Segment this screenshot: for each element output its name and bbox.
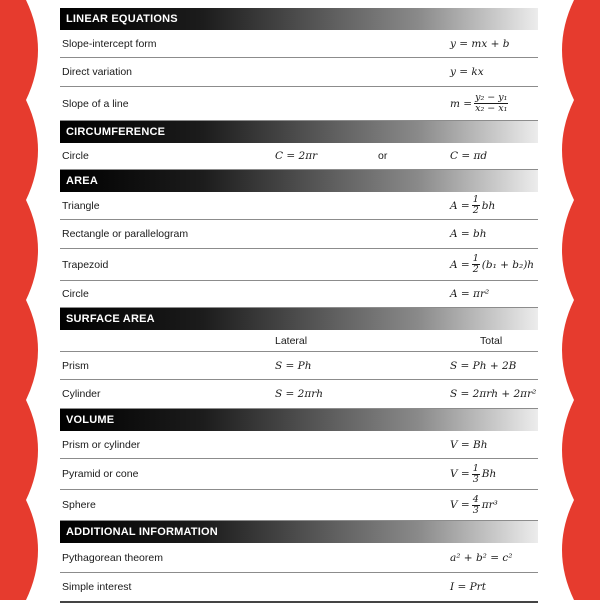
formula [450, 192, 495, 219]
formula-total: S = Ph + 2B [450, 359, 517, 372]
formula: A = πr² [450, 288, 490, 300]
fraction-denominator: 3 [472, 473, 479, 485]
fraction-numerator: 1 [472, 194, 479, 206]
right-scalloped-border [550, 0, 600, 600]
table-row [60, 380, 538, 409]
fraction [474, 93, 508, 114]
row-label: Rectangle or parallelogram [62, 228, 189, 240]
section-header-area: AREA [60, 170, 538, 192]
formula-lhs: V = [450, 499, 470, 511]
row-label: Slope of a line [62, 97, 129, 110]
section-header-additional-information: ADDITIONAL INFORMATION [60, 521, 538, 543]
fraction-denominator: x₂ − x₁ [475, 103, 508, 114]
fraction-denominator: 3 [472, 504, 479, 516]
section-header-linear-equations: LINEAR EQUATIONS [60, 8, 538, 30]
row-label: Prism [62, 359, 89, 372]
row-label: Trapezoid [62, 258, 109, 271]
row-label: Pythagorean theorem [62, 551, 163, 564]
row-label: Prism or cylinder [62, 438, 141, 451]
section-header-surface-area: SURFACE AREA [60, 308, 538, 330]
formula-lhs: A = [450, 199, 470, 212]
fraction-denominator: 2 [472, 205, 479, 216]
table-row [60, 30, 538, 58]
left-scalloped-border [0, 0, 50, 600]
formula-lateral: S = Ph [275, 359, 312, 372]
or-label: or [378, 150, 388, 162]
formula: a² + b² = c² [450, 551, 513, 564]
formula: y = mx + b [450, 37, 510, 50]
formula-sheet [60, 8, 538, 603]
table-row [60, 249, 538, 281]
row-label: Circle [62, 288, 89, 300]
table-row [60, 573, 538, 603]
table-row [60, 58, 538, 87]
formula-rhs: πr³ [481, 499, 498, 511]
fraction-denominator: 2 [472, 264, 479, 275]
formula-lhs: V = [450, 468, 470, 480]
section-header-volume: VOLUME [60, 409, 538, 431]
formula-lateral: S = 2πrh [275, 388, 324, 400]
fraction-numerator: y₂ − y₁ [475, 92, 508, 104]
formula-lhs: m = [450, 97, 473, 110]
row-label: Triangle [62, 199, 100, 212]
table-row [60, 192, 538, 220]
table-row [60, 431, 538, 459]
formula: C = πd [450, 150, 488, 162]
formula: I = Prt [450, 581, 486, 593]
formula: C = 2πr [275, 150, 318, 162]
table-row [60, 459, 538, 490]
fraction [472, 464, 480, 485]
fraction [472, 254, 480, 275]
formula: V = Bh [450, 438, 488, 451]
section-header-circumference: CIRCUMFERENCE [60, 121, 538, 143]
formula-total: S = 2πrh + 2πr² [450, 388, 537, 400]
column-header-lateral: Lateral [275, 334, 308, 347]
table-row [60, 87, 538, 121]
column-header-row [60, 330, 538, 352]
formula-rhs: Bh [481, 468, 497, 480]
fraction-numerator: 1 [472, 462, 479, 474]
table-row [60, 281, 538, 308]
formula: y = kx [450, 66, 484, 78]
formula: A = bh [450, 228, 487, 240]
fraction-numerator: 1 [472, 253, 479, 265]
row-label: Pyramid or cone [62, 468, 139, 480]
column-header-total: Total [480, 334, 503, 347]
formula [450, 87, 510, 120]
formula-rhs: (b₁ + b₂)h [481, 258, 535, 271]
formula [450, 459, 496, 489]
formula-rhs: bh [481, 199, 496, 212]
row-label: Direct variation [62, 66, 133, 78]
table-row [60, 352, 538, 380]
fraction [472, 495, 480, 516]
table-row [60, 543, 538, 573]
formula [450, 249, 534, 280]
row-label: Sphere [62, 499, 96, 511]
formula [450, 490, 498, 520]
table-row [60, 490, 538, 521]
table-row [60, 220, 538, 249]
fraction [472, 195, 480, 216]
row-label: Slope-intercept form [62, 37, 157, 50]
row-label: Circle [62, 150, 89, 162]
row-label: Cylinder [62, 388, 101, 400]
formula-lhs: A = [450, 258, 470, 271]
row-label: Simple interest [62, 581, 132, 593]
fraction-numerator: 4 [472, 493, 479, 505]
table-row [60, 143, 538, 170]
